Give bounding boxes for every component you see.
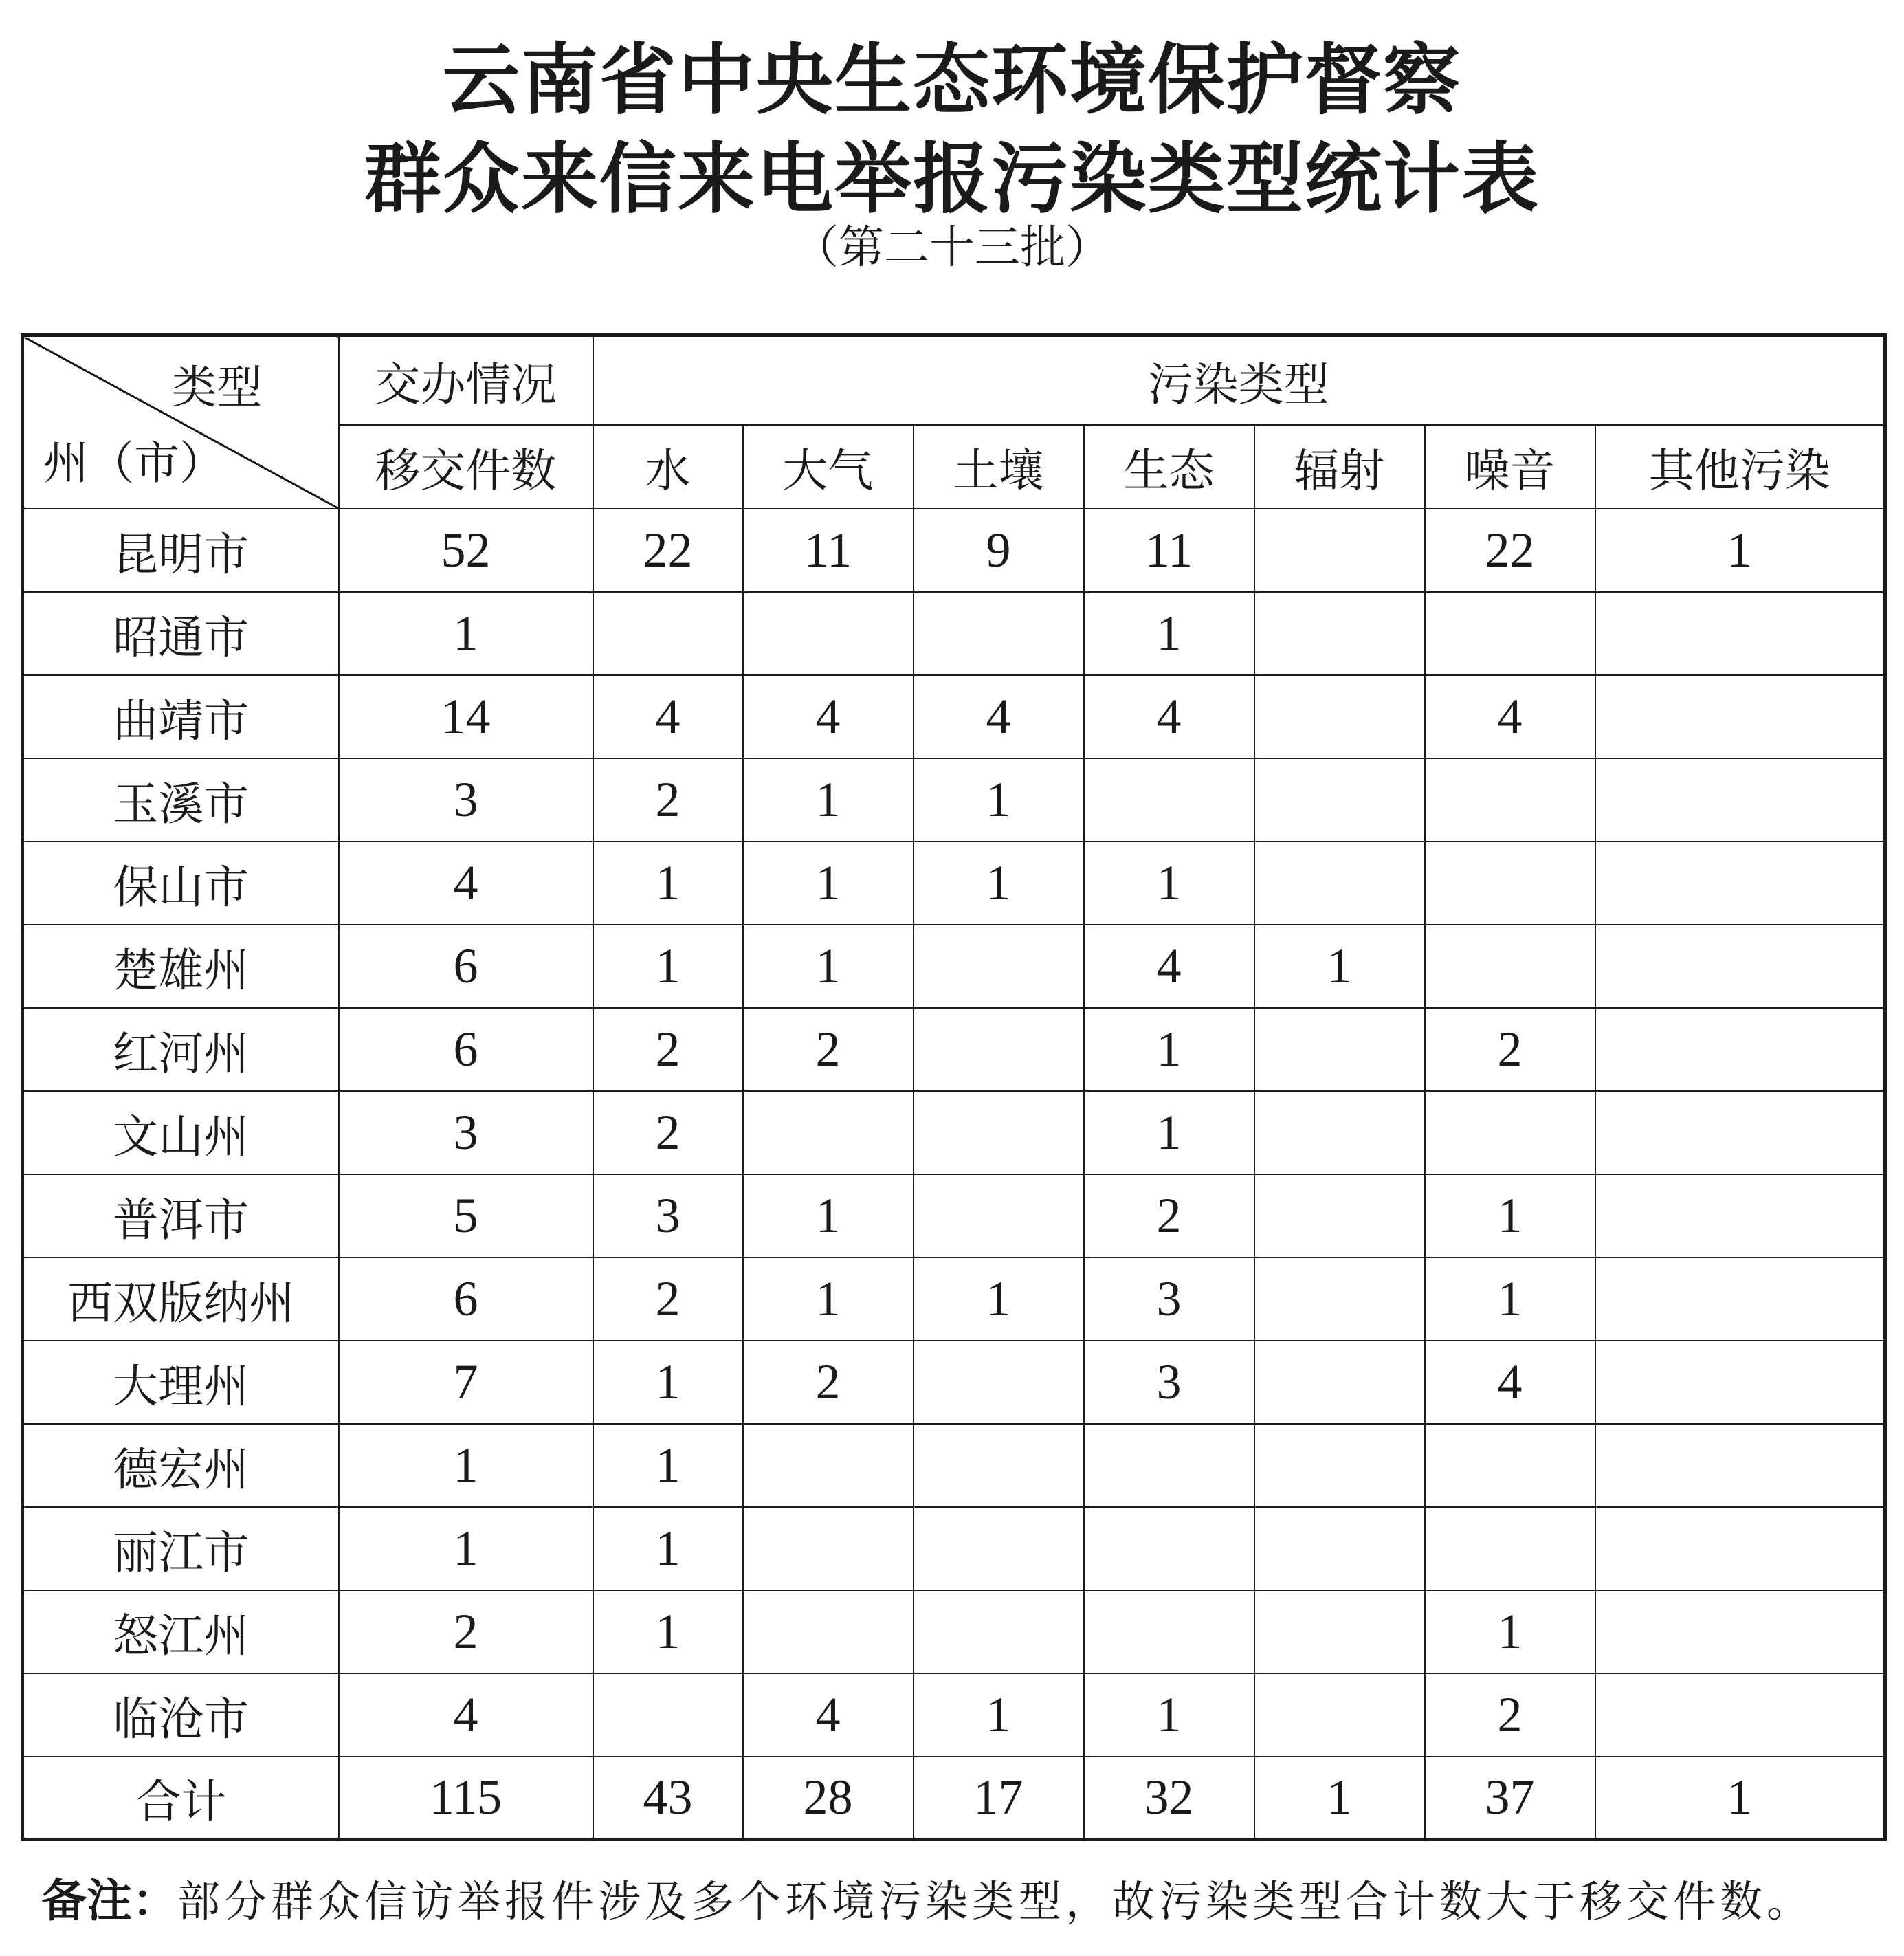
pollution-count-cell <box>914 1507 1084 1590</box>
pollution-count-cell <box>1595 758 1885 842</box>
pollution-count-cell: 1 <box>593 1590 743 1673</box>
pollution-count-cell <box>1425 842 1595 925</box>
column-header-transferred: 移交件数 <box>339 425 593 509</box>
pollution-count-cell: 37 <box>1425 1757 1595 1840</box>
transferred-count-cell: 115 <box>339 1757 593 1840</box>
region-cell: 普洱市 <box>23 1174 339 1257</box>
pollution-count-cell <box>1254 1257 1425 1341</box>
pollution-count-cell <box>1084 1424 1254 1507</box>
pollution-count-cell <box>914 1008 1084 1091</box>
footnote-text: 部分群众信访举报件涉及多个环境污染类型，故污染类型合计数大于移交件数。 <box>177 1876 1814 1926</box>
transferred-count-cell: 14 <box>339 675 593 758</box>
region-cell: 楚雄州 <box>23 925 339 1008</box>
pollution-count-cell <box>593 592 743 675</box>
transferred-count-cell: 1 <box>339 1424 593 1507</box>
corner-label-region: 州（市） <box>43 436 225 490</box>
pollution-count-cell <box>1254 1341 1425 1424</box>
transferred-count-cell: 1 <box>339 1507 593 1590</box>
table-body <box>23 509 1885 1840</box>
pollution-count-cell: 22 <box>593 509 743 592</box>
pollution-count-cell: 4 <box>914 675 1084 758</box>
region-cell: 玉溪市 <box>23 758 339 842</box>
pollution-count-cell: 2 <box>593 758 743 842</box>
pollution-count-cell <box>914 1590 1084 1673</box>
pollution-count-cell <box>1425 1091 1595 1174</box>
total-row <box>23 1757 1885 1840</box>
pollution-count-cell <box>1595 1424 1885 1507</box>
pollution-count-cell <box>1595 925 1885 1008</box>
pollution-count-cell <box>914 1174 1084 1257</box>
pollution-count-cell <box>743 1424 914 1507</box>
pollution-count-cell: 4 <box>1425 675 1595 758</box>
transferred-count-cell: 6 <box>339 1257 593 1341</box>
footnote-label: 备注： <box>41 1874 177 1927</box>
pollution-count-cell: 4 <box>1084 675 1254 758</box>
region-cell: 红河州 <box>23 1008 339 1091</box>
pollution-count-cell: 1 <box>1425 1590 1595 1673</box>
pollution-count-cell <box>1425 592 1595 675</box>
pollution-count-cell: 2 <box>743 1008 914 1091</box>
pollution-count-cell <box>1425 1424 1595 1507</box>
pollution-count-cell: 2 <box>1425 1008 1595 1091</box>
pollution-count-cell <box>1595 1507 1885 1590</box>
pollution-count-cell: 3 <box>593 1174 743 1257</box>
table-row <box>23 1008 1885 1091</box>
region-cell: 丽江市 <box>23 1507 339 1590</box>
region-cell: 昭通市 <box>23 592 339 675</box>
pollution-count-cell: 1 <box>1084 842 1254 925</box>
pollution-count-cell: 1 <box>593 1424 743 1507</box>
region-cell: 昆明市 <box>23 509 339 592</box>
pollution-count-cell: 4 <box>1084 925 1254 1008</box>
pollution-count-cell <box>743 1590 914 1673</box>
pollution-count-cell: 17 <box>914 1757 1084 1840</box>
transferred-count-cell: 6 <box>339 1008 593 1091</box>
pollution-count-cell <box>1595 842 1885 925</box>
table-row <box>23 592 1885 675</box>
pollution-count-cell <box>1254 1673 1425 1757</box>
table-row <box>23 842 1885 925</box>
pollution-count-cell <box>1595 1091 1885 1174</box>
pollution-count-cell: 2 <box>1084 1174 1254 1257</box>
pollution-count-cell <box>914 925 1084 1008</box>
pollution-count-cell <box>914 592 1084 675</box>
pollution-count-cell: 1 <box>1425 1174 1595 1257</box>
table-row <box>23 925 1885 1008</box>
pollution-count-cell: 1 <box>743 1174 914 1257</box>
column-header-soil: 土壤 <box>914 425 1084 509</box>
pollution-count-cell <box>1084 1507 1254 1590</box>
table-row <box>23 1341 1885 1424</box>
pollution-count-cell: 1 <box>743 758 914 842</box>
pollution-count-cell <box>743 592 914 675</box>
region-cell: 西双版纳州 <box>23 1257 339 1341</box>
pollution-count-cell: 1 <box>914 1257 1084 1341</box>
table-row <box>23 675 1885 758</box>
pollution-count-cell: 2 <box>1425 1673 1595 1757</box>
pollution-count-cell <box>1254 1091 1425 1174</box>
pollution-count-cell <box>1595 1174 1885 1257</box>
pollution-count-cell: 1 <box>593 1507 743 1590</box>
corner-header-cell <box>23 336 339 509</box>
table-row <box>23 758 1885 842</box>
pollution-count-cell: 1 <box>593 1341 743 1424</box>
transferred-count-cell: 6 <box>339 925 593 1008</box>
pollution-count-cell: 11 <box>1084 509 1254 592</box>
pollution-count-cell: 1 <box>593 842 743 925</box>
pollution-count-cell: 1 <box>1084 1673 1254 1757</box>
pollution-count-cell <box>914 1341 1084 1424</box>
pollution-count-cell <box>1254 1507 1425 1590</box>
pollution-count-cell: 1 <box>1425 1257 1595 1341</box>
transferred-count-cell: 4 <box>339 1673 593 1757</box>
pollution-count-cell: 1 <box>1254 925 1425 1008</box>
pollution-count-cell: 1 <box>593 925 743 1008</box>
pollution-count-cell: 32 <box>1084 1757 1254 1840</box>
header-row-1 <box>23 336 1885 425</box>
transferred-count-cell: 4 <box>339 842 593 925</box>
region-cell: 临沧市 <box>23 1673 339 1757</box>
region-cell: 大理州 <box>23 1341 339 1424</box>
column-header-air: 大气 <box>743 425 914 509</box>
pollution-count-cell: 4 <box>743 675 914 758</box>
pollution-count-cell <box>1425 758 1595 842</box>
pollution-count-cell: 1 <box>1084 1091 1254 1174</box>
corner-label-type: 类型 <box>171 361 263 414</box>
pollution-count-cell <box>1254 758 1425 842</box>
pollution-count-cell: 1 <box>914 842 1084 925</box>
group-header-pollution-types: 污染类型 <box>593 336 1885 425</box>
region-cell: 怒江州 <box>23 1590 339 1673</box>
pollution-count-cell: 1 <box>1084 1008 1254 1091</box>
pollution-count-cell: 28 <box>743 1757 914 1840</box>
transferred-count-cell: 2 <box>339 1590 593 1673</box>
pollution-count-cell: 3 <box>1084 1257 1254 1341</box>
pollution-count-cell <box>1595 1257 1885 1341</box>
pollution-count-cell <box>1425 925 1595 1008</box>
pollution-count-cell: 2 <box>593 1257 743 1341</box>
transferred-count-cell: 3 <box>339 758 593 842</box>
pollution-count-cell: 2 <box>743 1341 914 1424</box>
table-row <box>23 1590 1885 1673</box>
transferred-count-cell: 1 <box>339 592 593 675</box>
pollution-count-cell: 4 <box>1425 1341 1595 1424</box>
pollution-count-cell <box>1254 592 1425 675</box>
pollution-count-cell <box>914 1424 1084 1507</box>
pollution-count-cell <box>1084 758 1254 842</box>
pollution-count-cell: 1 <box>914 758 1084 842</box>
pollution-count-cell <box>1595 592 1885 675</box>
pollution-count-cell <box>1254 1590 1425 1673</box>
pollution-count-cell <box>743 1507 914 1590</box>
pollution-count-cell: 4 <box>593 675 743 758</box>
footnote <box>41 1870 1813 1933</box>
pollution-count-cell: 11 <box>743 509 914 592</box>
table-row <box>23 1174 1885 1257</box>
table-row <box>23 509 1885 592</box>
region-cell: 保山市 <box>23 842 339 925</box>
pollution-count-cell <box>1254 675 1425 758</box>
pollution-count-cell <box>1425 1507 1595 1590</box>
pollution-count-cell <box>1595 1008 1885 1091</box>
region-cell: 文山州 <box>23 1091 339 1174</box>
pollution-statistics-table <box>21 333 1887 1841</box>
pollution-count-cell: 22 <box>1425 509 1595 592</box>
table-row <box>23 1257 1885 1341</box>
pollution-count-cell <box>1084 1590 1254 1673</box>
column-header-other-pollution: 其他污染 <box>1595 425 1885 509</box>
pollution-count-cell <box>593 1673 743 1757</box>
pollution-count-cell: 2 <box>593 1091 743 1174</box>
pollution-count-cell <box>1595 1341 1885 1424</box>
region-cell: 曲靖市 <box>23 675 339 758</box>
pollution-count-cell <box>1254 842 1425 925</box>
pollution-count-cell: 1 <box>743 842 914 925</box>
document-title-line-1: 云南省中央生态环境保护督察 <box>443 36 1461 125</box>
column-header-ecology: 生态 <box>1084 425 1254 509</box>
column-header-water: 水 <box>593 425 743 509</box>
transferred-count-cell: 5 <box>339 1174 593 1257</box>
transferred-count-cell: 3 <box>339 1091 593 1174</box>
pollution-count-cell <box>1254 509 1425 592</box>
document-title-line-2: 群众来信来电举报污染类型统计表 <box>364 135 1540 224</box>
pollution-count-cell: 1 <box>743 925 914 1008</box>
table-row <box>23 1424 1885 1507</box>
pollution-count-cell: 1 <box>914 1673 1084 1757</box>
pollution-count-cell: 1 <box>1254 1757 1425 1840</box>
pollution-count-cell <box>1595 1590 1885 1673</box>
pollution-count-cell: 1 <box>1595 509 1885 592</box>
table-row <box>23 1507 1885 1590</box>
region-cell: 合计 <box>23 1757 339 1840</box>
pollution-count-cell: 9 <box>914 509 1084 592</box>
pollution-count-cell <box>743 1091 914 1174</box>
pollution-count-cell <box>1254 1424 1425 1507</box>
region-cell: 德宏州 <box>23 1424 339 1507</box>
table-row <box>23 1091 1885 1174</box>
pollution-count-cell <box>1595 675 1885 758</box>
transferred-count-cell: 52 <box>339 509 593 592</box>
pollution-count-cell: 43 <box>593 1757 743 1840</box>
column-header-radiation: 辐射 <box>1254 425 1425 509</box>
pollution-count-cell <box>914 1091 1084 1174</box>
pollution-count-cell: 3 <box>1084 1341 1254 1424</box>
pollution-count-cell <box>1254 1174 1425 1257</box>
group-header-handling: 交办情况 <box>339 336 593 425</box>
pollution-count-cell <box>1595 1673 1885 1757</box>
pollution-count-cell: 1 <box>1084 592 1254 675</box>
table-row <box>23 1673 1885 1757</box>
pollution-count-cell: 2 <box>593 1008 743 1091</box>
pollution-count-cell: 1 <box>743 1257 914 1341</box>
transferred-count-cell: 7 <box>339 1341 593 1424</box>
pollution-count-cell: 4 <box>743 1673 914 1757</box>
pollution-count-cell <box>1254 1008 1425 1091</box>
batch-label: （第二十三批） <box>793 221 1111 274</box>
pollution-count-cell: 1 <box>1595 1757 1885 1840</box>
column-header-noise: 噪音 <box>1425 425 1595 509</box>
